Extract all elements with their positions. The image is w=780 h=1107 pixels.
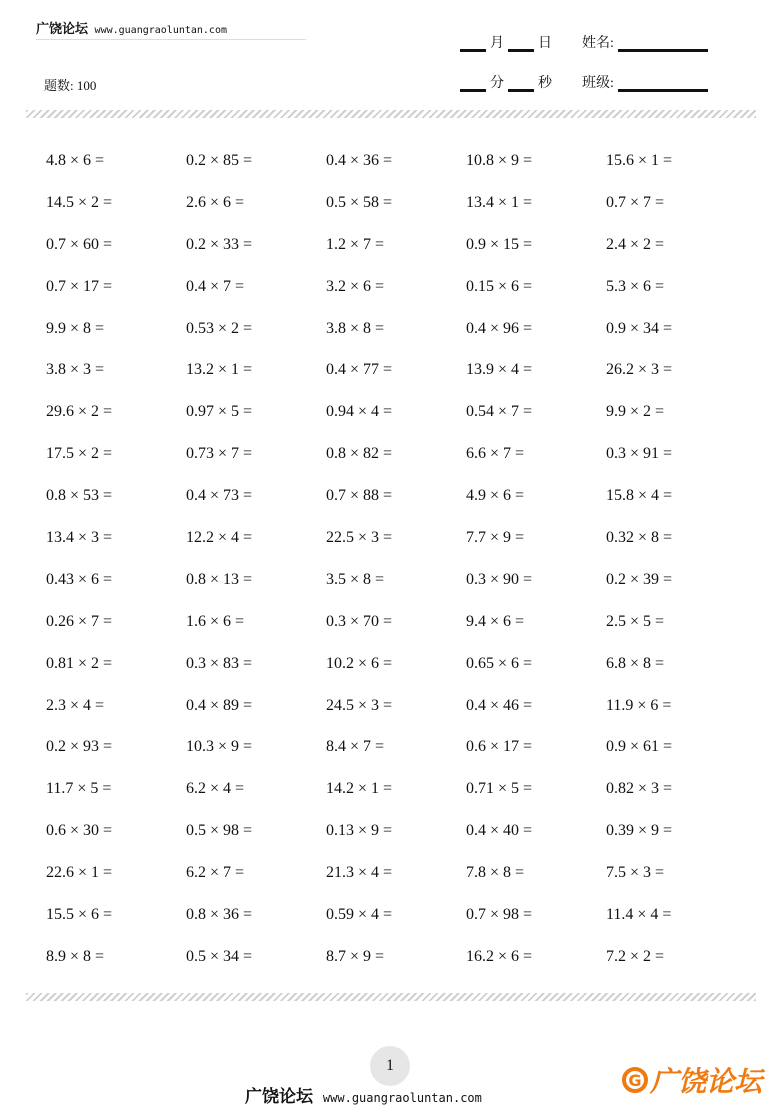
- day-label: 日: [538, 36, 552, 51]
- brand-footer: [245, 1082, 482, 1107]
- problem-item: 8.4 × 7 =: [326, 738, 385, 756]
- problem-item: 11.4 × 4 =: [606, 905, 672, 923]
- problem-item: 2.5 × 5 =: [606, 612, 665, 630]
- problem-row: [46, 140, 746, 182]
- problem-item: 0.5 × 58 =: [326, 193, 393, 211]
- problem-item: 0.3 × 83 =: [186, 654, 253, 672]
- problem-item: 4.9 × 6 =: [466, 487, 525, 505]
- problem-item: 0.4 × 40 =: [466, 822, 533, 840]
- problem-item: 0.7 × 98 =: [466, 905, 533, 923]
- problem-item: 3.8 × 8 =: [326, 319, 385, 337]
- problem-item: 0.7 × 60 =: [46, 235, 113, 253]
- problem-item: 0.3 × 70 =: [326, 612, 393, 630]
- problem-item: 22.6 × 1 =: [46, 864, 113, 882]
- problem-item: 0.15 × 6 =: [466, 277, 533, 295]
- problem-item: 2.6 × 6 =: [186, 193, 245, 211]
- problem-item: 9.9 × 8 =: [46, 319, 105, 337]
- problem-item: 17.5 × 2 =: [46, 445, 113, 463]
- problem-item: 24.5 × 3 =: [326, 696, 393, 714]
- problem-item: 10.3 × 9 =: [186, 738, 253, 756]
- problem-item: 1.6 × 6 =: [186, 612, 245, 630]
- problem-row: [46, 643, 746, 685]
- problem-item: 7.7 × 9 =: [466, 528, 525, 546]
- brand-url: www.guangraoluntan.com: [94, 25, 227, 36]
- problem-item: 0.6 × 17 =: [466, 738, 533, 756]
- footer-brand-name: 广饶论坛: [245, 1087, 313, 1107]
- problem-item: 0.8 × 36 =: [186, 905, 253, 923]
- problem-item: 0.7 × 7 =: [606, 193, 665, 211]
- problem-item: 6.2 × 7 =: [186, 864, 245, 882]
- problem-item: 15.8 × 4 =: [606, 487, 673, 505]
- problem-item: 0.59 × 4 =: [326, 905, 393, 923]
- problem-row: [46, 266, 746, 308]
- problem-item: 0.9 × 34 =: [606, 319, 673, 337]
- problem-item: 14.2 × 1 =: [326, 780, 393, 798]
- problem-item: 7.2 × 2 =: [606, 947, 665, 965]
- problem-item: 0.97 × 5 =: [186, 403, 253, 421]
- problem-item: 0.5 × 98 =: [186, 822, 253, 840]
- problem-grid: [46, 140, 746, 978]
- problem-item: 11.7 × 5 =: [46, 780, 112, 798]
- problem-row: [46, 433, 746, 475]
- problem-item: 0.8 × 82 =: [326, 445, 393, 463]
- problem-item: 0.94 × 4 =: [326, 403, 393, 421]
- class-blank[interactable]: [618, 89, 708, 92]
- problem-row: [46, 475, 746, 517]
- problem-item: 0.8 × 53 =: [46, 487, 113, 505]
- problem-item: 0.4 × 7 =: [186, 277, 245, 295]
- problem-item: 0.73 × 7 =: [186, 445, 253, 463]
- problem-item: 9.4 × 6 =: [466, 612, 525, 630]
- problem-item: 0.2 × 33 =: [186, 235, 253, 253]
- problem-item: 10.2 × 6 =: [326, 654, 393, 672]
- page-number: 1: [370, 1046, 410, 1086]
- problem-item: 0.7 × 88 =: [326, 487, 393, 505]
- problem-item: 0.6 × 30 =: [46, 822, 113, 840]
- time-field: [456, 72, 552, 92]
- problem-item: 13.4 × 3 =: [46, 528, 113, 546]
- problem-item: 0.32 × 8 =: [606, 528, 673, 546]
- problem-item: 0.5 × 34 =: [186, 947, 253, 965]
- problem-item: 2.3 × 4 =: [46, 696, 105, 714]
- problem-row: [46, 224, 746, 266]
- problem-item: 0.4 × 77 =: [326, 361, 393, 379]
- problem-item: 0.7 × 17 =: [46, 277, 113, 295]
- date-field: [456, 32, 552, 52]
- brand-header: [36, 18, 306, 40]
- problem-item: 9.9 × 2 =: [606, 403, 665, 421]
- problem-row: [46, 726, 746, 768]
- problem-item: 0.4 × 89 =: [186, 696, 253, 714]
- problem-row: [46, 852, 746, 894]
- problem-row: [46, 308, 746, 350]
- problem-item: 11.9 × 6 =: [606, 696, 672, 714]
- brand-underline: [36, 39, 306, 40]
- problem-item: 5.3 × 6 =: [606, 277, 665, 295]
- problem-item: 26.2 × 3 =: [606, 361, 673, 379]
- minute-blank[interactable]: [460, 89, 486, 92]
- problem-item: 7.8 × 8 =: [466, 864, 525, 882]
- problem-item: 15.6 × 1 =: [606, 151, 673, 169]
- problem-row: [46, 810, 746, 852]
- month-blank[interactable]: [460, 49, 486, 52]
- problem-item: 12.2 × 4 =: [186, 528, 253, 546]
- problem-item: 13.4 × 1 =: [466, 193, 533, 211]
- problem-item: 13.9 × 4 =: [466, 361, 533, 379]
- problem-item: 0.81 × 2 =: [46, 654, 113, 672]
- problem-item: 0.4 × 36 =: [326, 151, 393, 169]
- problem-item: 0.54 × 7 =: [466, 403, 533, 421]
- problem-item: 0.13 × 9 =: [326, 822, 393, 840]
- problem-row: [46, 601, 746, 643]
- problem-item: 0.9 × 15 =: [466, 235, 533, 253]
- problem-item: 15.5 × 6 =: [46, 905, 113, 923]
- month-label: 月: [490, 36, 504, 51]
- problem-item: 0.4 × 73 =: [186, 487, 253, 505]
- problem-item: 1.2 × 7 =: [326, 235, 385, 253]
- problem-item: 3.5 × 8 =: [326, 570, 385, 588]
- problem-item: 0.2 × 85 =: [186, 151, 253, 169]
- footer-brand-url: www.guangraoluntan.com: [322, 1091, 482, 1105]
- problem-item: 0.43 × 6 =: [46, 570, 113, 588]
- problem-item: 0.39 × 9 =: [606, 822, 673, 840]
- problem-item: 6.6 × 7 =: [466, 445, 525, 463]
- logo-g-icon: G: [622, 1067, 648, 1093]
- problem-item: 22.5 × 3 =: [326, 528, 393, 546]
- class-field: [582, 72, 712, 92]
- problem-row: [46, 391, 746, 433]
- minute-label: 分: [490, 76, 504, 91]
- problem-item: 13.2 × 1 =: [186, 361, 253, 379]
- class-label: 班级:: [582, 76, 614, 91]
- problem-row: [46, 349, 746, 391]
- problem-item: 0.4 × 96 =: [466, 319, 533, 337]
- logo-text: 广饶论坛: [650, 1065, 763, 1098]
- problem-item: 2.4 × 2 =: [606, 235, 665, 253]
- problem-item: 0.3 × 90 =: [466, 570, 533, 588]
- problem-item: 0.9 × 61 =: [606, 738, 673, 756]
- problem-item: 0.65 × 6 =: [466, 654, 533, 672]
- problem-row: [46, 182, 746, 224]
- problem-item: 0.53 × 2 =: [186, 319, 253, 337]
- problem-item: 10.8 × 9 =: [466, 151, 533, 169]
- problem-item: 0.3 × 91 =: [606, 445, 673, 463]
- problem-item: 14.5 × 2 =: [46, 193, 113, 211]
- problem-row: [46, 517, 746, 559]
- problem-item: 29.6 × 2 =: [46, 403, 113, 421]
- problem-row: [46, 936, 746, 978]
- problem-row: [46, 559, 746, 601]
- problem-count: 题数: 100: [44, 78, 97, 93]
- name-label: 姓名:: [582, 36, 614, 51]
- second-label: 秒: [538, 76, 552, 91]
- problem-item: 0.2 × 39 =: [606, 570, 673, 588]
- problem-item: 6.2 × 4 =: [186, 780, 245, 798]
- problem-item: 0.26 × 7 =: [46, 612, 113, 630]
- problem-item: 8.9 × 8 =: [46, 947, 105, 965]
- problem-item: 3.8 × 3 =: [46, 361, 105, 379]
- brand-name: 广饶论坛: [36, 22, 89, 37]
- day-blank[interactable]: [508, 49, 534, 52]
- bottom-divider: [26, 993, 756, 1001]
- problem-row: [46, 685, 746, 727]
- name-field: [582, 32, 712, 52]
- problem-item: 0.82 × 3 =: [606, 780, 673, 798]
- problem-item: 16.2 × 6 =: [466, 947, 533, 965]
- problem-item: 0.4 × 46 =: [466, 696, 533, 714]
- top-divider: [26, 110, 756, 118]
- problem-item: 21.3 × 4 =: [326, 864, 393, 882]
- problem-row: [46, 894, 746, 936]
- name-blank[interactable]: [618, 49, 708, 52]
- problem-row: [46, 768, 746, 810]
- problem-item: 6.8 × 8 =: [606, 654, 665, 672]
- problem-item: 0.8 × 13 =: [186, 570, 253, 588]
- problem-item: 8.7 × 9 =: [326, 947, 385, 965]
- brand-logo: [622, 1060, 762, 1100]
- problem-item: 0.71 × 5 =: [466, 780, 533, 798]
- problem-item: 4.8 × 6 =: [46, 151, 105, 169]
- problem-item: 0.2 × 93 =: [46, 738, 113, 756]
- second-blank[interactable]: [508, 89, 534, 92]
- problem-item: 3.2 × 6 =: [326, 277, 385, 295]
- problem-item: 7.5 × 3 =: [606, 864, 665, 882]
